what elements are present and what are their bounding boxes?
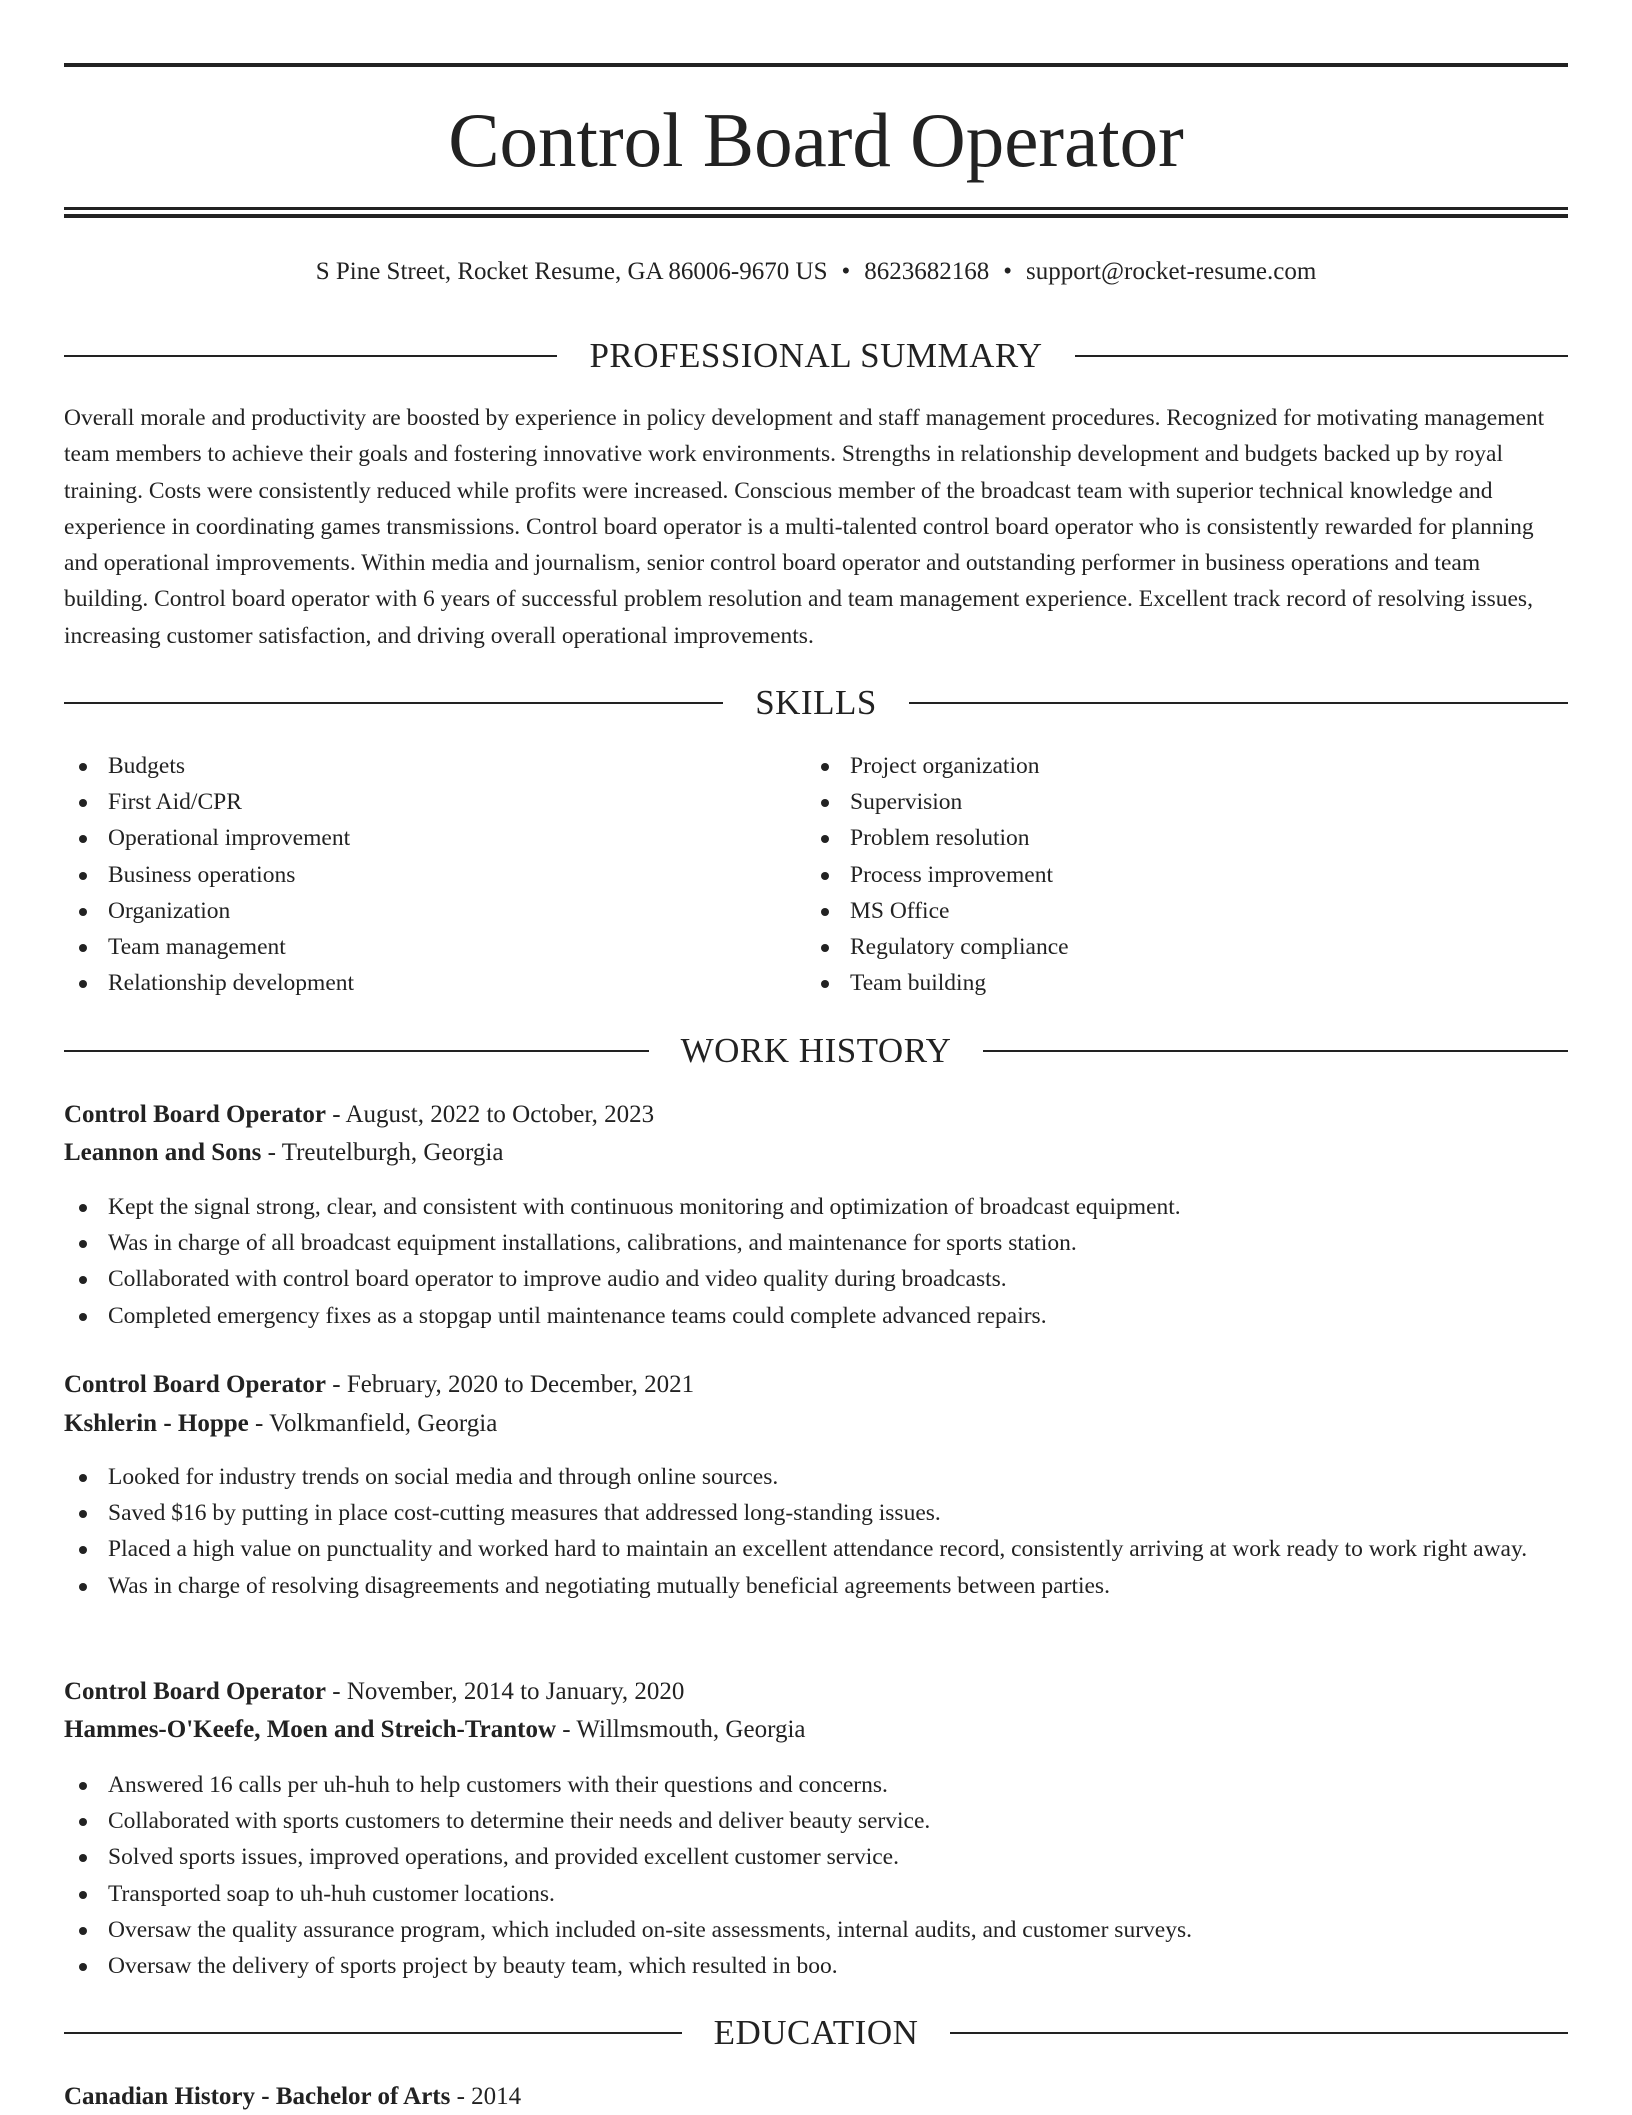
job-bullet: Oversaw the delivery of sports project by beauty team, which resulted in boo. [64,1948,1568,1984]
job-bullet: Kept the signal strong, clear, and consistent with continuous monitoring and optimization of broadcast equipment. [64,1189,1568,1225]
contact-separator: • [841,258,851,285]
job-bullets [64,1459,1568,1604]
skills-list-right [806,748,1506,1001]
job-location: - Willmsmouth, Georgia [556,1716,806,1743]
heading-rule [64,355,557,357]
heading-rule [64,1050,649,1052]
summary-text: Overall morale and productivity are boosted by experience in policy development and staff management procedures. Recognized for motivating management team members to achieve their goals and fostering innovative work environments. Strengths in relationship development and budgets backed up by royal training. Costs were consistently reduced while profits were increased. Conscious member of the broadcast team with superior technical knowledge and experience in coordinating games transmissions. Control board operator is a multi-talented control board operator who is consistently rewarded for planning and operational improvements. Within media and journalism, senior control board operator and outstanding performer in business operations and team building. Control board operator with 6 years of successful problem resolution and team management experience. Excellent track record of resolving issues, increasing customer satisfaction, and driving overall operational improvements. [64,405,1545,649]
section-title: SKILLS [755,683,877,722]
title-rule-upper [64,207,1568,210]
heading-rule [909,702,1568,704]
job-company: Kshlerin - Hoppe [64,1410,249,1437]
job-title: Control Board Operator [64,1371,327,1398]
title-rule-lower [64,214,1568,218]
skill-item: Process improvement [806,857,1506,893]
job-bullet: Was in charge of all broadcast equipment installations, calibrations, and maintenance for sports station. [64,1225,1568,1261]
section-heading-summary [64,336,1568,376]
skill-item: Team management [64,929,764,965]
job-bullet: Solved sports issues, improved operations, and provided excellent customer service. [64,1839,1568,1875]
skill-item: Budgets [64,748,764,784]
skill-item: Operational improvement [64,820,764,856]
job-bullet: Looked for industry trends on social media and through online sources. [64,1459,1568,1495]
contact-separator: • [1003,258,1012,285]
job-title-line [64,1674,1568,1710]
job-title: Control Board Operator [64,1678,327,1705]
job-company-line [64,1406,1568,1442]
section-heading-work-history [64,1031,1568,1071]
skill-item: Supervision [806,784,1506,820]
job-title: Control Board Operator [64,1101,327,1128]
job-bullet: Collaborated with sports customers to determine their needs and deliver beauty service. [64,1803,1568,1839]
job-bullet: Oversaw the quality assurance program, which included on-site assessments, internal audits, and customer surveys. [64,1912,1568,1948]
contact-line [64,255,1568,289]
skills-list-left [64,748,764,1001]
job-bullets [64,1767,1568,1984]
job-bullet: Placed a high value on punctuality and worked hard to maintain an excellent attendance record, consistently arriving at work ready to work right away. [64,1531,1568,1567]
education-line [64,2079,1568,2115]
contact-phone: 8623682168 [864,258,990,285]
job-company: Hammes-O'Keefe, Moen and Streich-Trantow [64,1716,557,1743]
job-bullet: Completed emergency fixes as a stopgap until maintenance teams could complete advanced repairs. [64,1298,1568,1334]
section-title: WORK HISTORY [680,1031,952,1070]
skill-item: Relationship development [64,965,764,1001]
skill-item: Organization [64,893,764,929]
job-bullet: Was in charge of resolving disagreements and negotiating mutually beneficial agreements between parties. [64,1568,1568,1604]
job-company-line [64,1135,1568,1171]
job-dates: - February, 2020 to December, 2021 [326,1371,695,1398]
education-year: - 2014 [450,2083,522,2110]
section-heading-education [64,2013,1568,2053]
job-bullet: Collaborated with control board operator to improve audio and video quality during broadcasts. [64,1261,1568,1297]
top-rule [64,63,1568,67]
job-company-line [64,1712,1568,1748]
page-title: Control Board Operator [448,97,1184,183]
job-dates: - August, 2022 to October, 2023 [326,1101,655,1128]
skill-item: Business operations [64,857,764,893]
contact-email: support@rocket-resume.com [1026,258,1317,285]
job-bullet: Transported soap to uh-huh customer locations. [64,1876,1568,1912]
job-dates: - November, 2014 to January, 2020 [326,1678,685,1705]
skill-item: MS Office [806,893,1506,929]
job-title-line [64,1097,1568,1133]
section-title: EDUCATION [713,2013,919,2052]
skill-item: First Aid/CPR [64,784,764,820]
section-heading-skills [64,683,1568,723]
education-degree: Canadian History - Bachelor of Arts [64,2083,451,2110]
job-bullet: Saved $16 by putting in place cost-cutting measures that addressed long-standing issues. [64,1495,1568,1531]
skill-item: Team building [806,965,1506,1001]
job-location: - Volkmanfield, Georgia [248,1410,498,1437]
job-bullets [64,1189,1568,1334]
heading-rule [983,1050,1568,1052]
skill-item: Problem resolution [806,820,1506,856]
heading-rule [64,2032,682,2034]
heading-rule [64,702,723,704]
job-location: - Treutelburgh, Georgia [261,1139,504,1166]
job-company: Leannon and Sons [64,1139,262,1166]
skill-item: Project organization [806,748,1506,784]
section-title: PROFESSIONAL SUMMARY [589,336,1043,375]
skill-item: Regulatory compliance [806,929,1506,965]
job-bullet: Answered 16 calls per uh-huh to help customers with their questions and concerns. [64,1767,1568,1803]
heading-rule [1075,355,1568,357]
job-title-line [64,1367,1568,1403]
contact-address: S Pine Street, Rocket Resume, GA 86006-9670 US [315,258,828,285]
heading-rule [950,2032,1568,2034]
